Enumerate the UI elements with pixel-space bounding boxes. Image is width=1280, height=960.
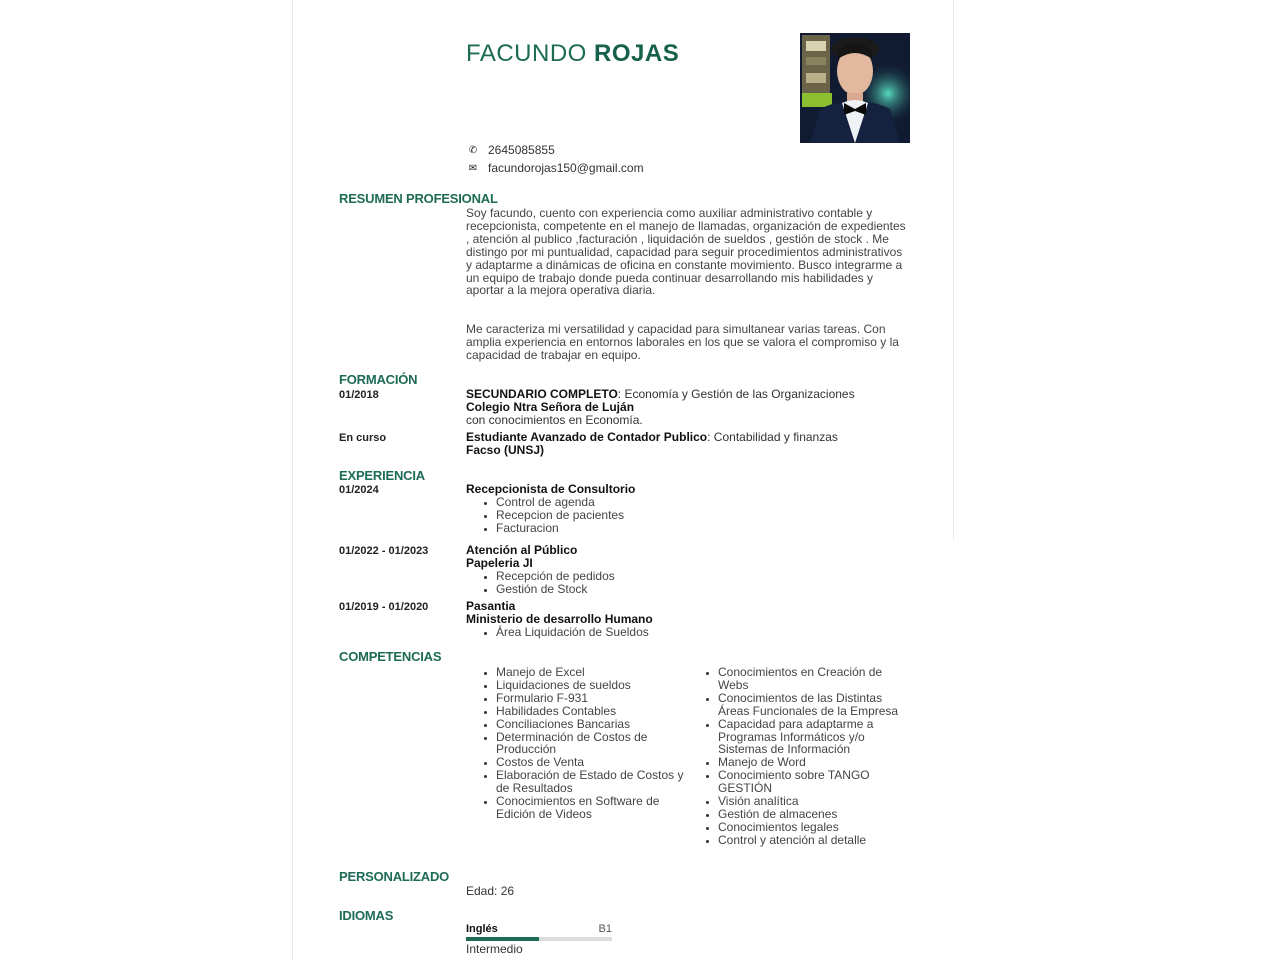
section-title-competencias: COMPETENCIAS: [339, 649, 442, 664]
language-description: Intermedio: [466, 942, 523, 956]
skill-item: Conocimientos en Creación de Webs: [718, 666, 913, 692]
experience-bullet: Gestión de Stock: [496, 583, 615, 596]
phone-number[interactable]: 2645085855: [488, 143, 555, 157]
envelope-icon: ✉: [468, 162, 478, 174]
section-title-experiencia: EXPERIENCIA: [339, 468, 425, 483]
skill-item: Formulario F-931: [496, 692, 686, 705]
language-item: [466, 923, 612, 956]
skill-item: Conocimiento sobre TANGO GESTIÓN: [718, 769, 913, 795]
skills-column-2: [688, 666, 913, 847]
education-degree: SECUNDARIO COMPLETO: [466, 387, 618, 401]
skill-item: Liquidaciones de sueldos: [496, 679, 686, 692]
experience-date: 01/2019 - 01/2020: [339, 601, 429, 613]
experience-entry: [466, 600, 653, 639]
skill-item: Gestión de almacenes: [718, 808, 913, 821]
language-name: Inglés: [466, 923, 498, 935]
page-border-right: [953, 0, 954, 540]
candidate-name: [466, 40, 679, 68]
last-name: ROJAS: [594, 40, 680, 67]
skill-item: Conocimientos en Software de Edición de Videos: [496, 795, 686, 821]
experience-bullets: [466, 570, 615, 596]
skill-item: Conocimientos legales: [718, 821, 913, 834]
skill-item: Control y atención al detalle: [718, 834, 913, 847]
experience-bullet: Control de agenda: [496, 496, 635, 509]
profile-photo-illustration: [800, 33, 910, 143]
skill-item: Habilidades Contables: [496, 705, 686, 718]
age-field: Edad: 26: [466, 884, 515, 898]
education-field: : Contabilidad y finanzas: [707, 430, 838, 444]
contact-email: [466, 161, 644, 175]
education-date: En curso: [339, 432, 387, 444]
experience-date: 01/2022 - 01/2023: [339, 545, 429, 557]
experience-role: Atención al Público: [466, 543, 578, 557]
language-proficiency-bar: [466, 937, 612, 941]
section-title-formacion: FORMACIÓN: [339, 372, 418, 387]
experience-company: Papeleria JI: [466, 556, 533, 570]
education-field: : Economía y Gestión de las Organizaciones: [617, 387, 855, 401]
phone-icon: ✆: [468, 144, 478, 156]
education-date: 01/2018: [339, 389, 379, 401]
skill-item: Conciliaciones Bancarias: [496, 718, 686, 731]
experience-entry: [466, 483, 635, 535]
page-border-left: [292, 0, 293, 960]
experience-date: 01/2024: [339, 484, 379, 496]
language-proficiency-fill: [466, 937, 539, 941]
language-level: B1: [598, 923, 612, 935]
education-institution: Colegio Ntra Señora de Luján: [466, 400, 635, 414]
experience-bullet: Área Liquidación de Sueldos: [496, 626, 653, 639]
profile-photo: [800, 33, 910, 143]
summary-paragraph-2: Me caracteriza mi versatilidad y capacidad para simultanear varias tareas. Con amplia experiencia en entornos laborales en los que se valora el compromiso y la capacidad de trabajar en equipo.: [466, 322, 899, 362]
education-entry: [466, 388, 855, 427]
skill-item: Manejo de Excel: [496, 666, 686, 679]
experience-entry: [466, 544, 615, 596]
section-title-resumen: RESUMEN PROFESIONAL: [339, 191, 498, 206]
skill-item: Capacidad para adaptarme a Programas Informáticos y/o Sistemas de Información: [718, 718, 913, 757]
skill-item: Manejo de Word: [718, 756, 913, 769]
email-address[interactable]: facundorojas150@gmail.com: [488, 161, 644, 175]
skill-item: Costos de Venta: [496, 756, 686, 769]
education-note: con conocimientos en Economía.: [466, 413, 643, 427]
skill-item: Conocimientos de las Distintas Áreas Funcionales de la Empresa: [718, 692, 913, 718]
contact-phone: [466, 143, 555, 157]
education-degree: Estudiante Avanzado de Contador Publico: [466, 430, 708, 444]
summary-paragraph-1: Soy facundo, cuento con experiencia como auxiliar administrativo contable y recepcionista, competente en el manejo de llamadas, organización de expedientes , atención al publico ,facturación , liquidación de sueldos , gestión de stock . Me distingo por mi puntualidad, capacidad para seguir procedimientos administrativos y adaptarme a dinámicas de oficina en constante movimiento. Busco integrarme a un equipo de trabajo donde pueda continuar desarrollando mis habilidades y aportar a la mejora operativa diaria.: [466, 206, 906, 298]
skill-item: Visión analítica: [718, 795, 913, 808]
education-institution: Facso (UNSJ): [466, 443, 545, 457]
skill-item: Elaboración de Estado de Costos y de Resultados: [496, 769, 686, 795]
skills-column-1: [466, 666, 686, 821]
section-title-personalizado: PERSONALIZADO: [339, 869, 450, 884]
experience-bullet: Recepción de pedidos: [496, 569, 615, 583]
experience-bullet: Facturacion: [496, 522, 635, 535]
section-title-idiomas: IDIOMAS: [339, 908, 394, 923]
first-name: FACUNDO: [466, 40, 587, 67]
experience-bullet: Recepcion de pacientes: [496, 509, 635, 522]
experience-bullets: [466, 626, 653, 639]
experience-bullets: [466, 496, 635, 535]
experience-role: Recepcionista de Consultorio: [466, 482, 636, 496]
education-entry: [466, 431, 838, 457]
skill-item: Determinación de Costos de Producción: [496, 731, 686, 757]
experience-company: Ministerio de desarrollo Humano: [466, 612, 653, 626]
experience-role: Pasantia: [466, 599, 516, 613]
